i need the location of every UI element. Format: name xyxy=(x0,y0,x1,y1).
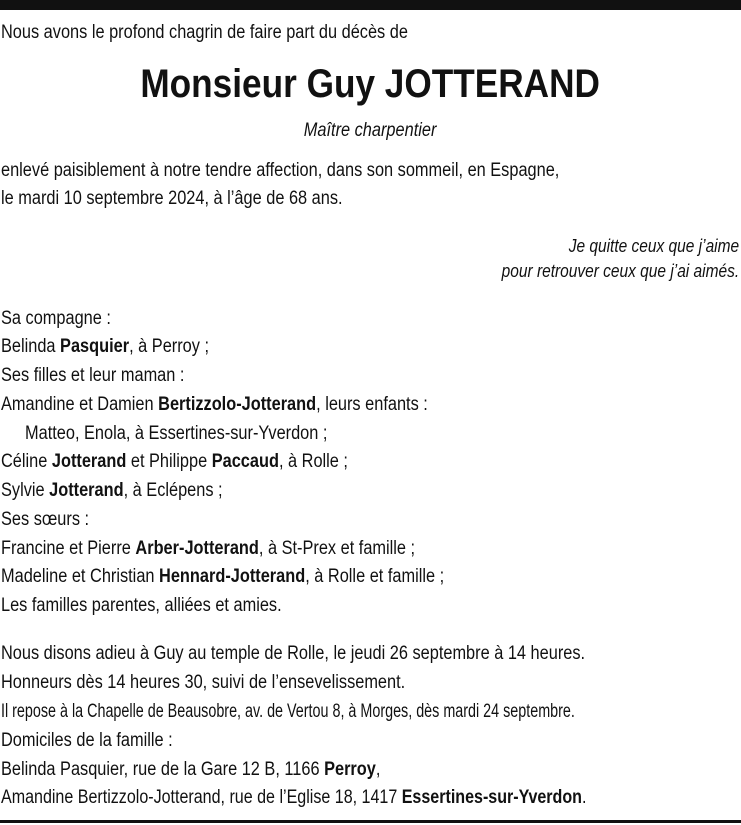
sister1-rest: , à St-Prex et famille ; xyxy=(258,538,416,559)
daughter1-last: Bertizzolo-Jotterand xyxy=(158,394,317,415)
sister1-line xyxy=(1,537,415,561)
quote-line-2: pour retrouver ceux que j’ai aimés. xyxy=(501,261,739,281)
deceased-name-text: Monsieur Guy JOTTERAND xyxy=(140,62,601,106)
death-line-2: le mardi 10 septembre 2024, à l’âge de 68 ans. xyxy=(1,188,343,209)
sister2-rest: , à Rolle et famille ; xyxy=(305,566,445,587)
daughter2-last: Jotterand xyxy=(51,451,127,472)
companion-line xyxy=(1,335,209,359)
companion-first: Belinda xyxy=(1,336,61,357)
ceremony-line-3: Il repose à la Chapelle de Beausobre, av. de Vertou 8, à Morges, dès mardi 24 septembre. xyxy=(1,701,575,722)
daughter1-line xyxy=(1,393,428,417)
sister2-first: Madeline et Christian xyxy=(1,566,160,587)
daughter1-first: Amandine et Damien xyxy=(1,394,159,415)
ceremony-line-2: Honneurs dès 14 heures 30, suivi de l’ensevelissement. xyxy=(1,672,406,693)
daughter3-last: Jotterand xyxy=(49,480,124,501)
daughter3-first: Sylvie xyxy=(1,480,50,501)
daughter2-last2: Paccaud xyxy=(211,451,279,472)
sister1-last: Arber-Jotterand xyxy=(135,538,259,559)
intro-line: Nous avons le profond chagrin de faire part du décès de xyxy=(1,22,408,43)
address-line-1 xyxy=(1,758,380,782)
daughter3-line xyxy=(1,479,223,503)
address2-locality: Essertines-sur-Yverdon xyxy=(401,787,582,808)
address1-end: , xyxy=(375,759,381,780)
sister1-first: Francine et Pierre xyxy=(1,538,136,559)
daughter3-rest: , à Eclépens ; xyxy=(123,480,223,501)
deceased-name xyxy=(0,58,741,110)
domiciles-heading: Domiciles de la famille : xyxy=(1,730,173,751)
sister2-line xyxy=(1,565,444,589)
quote-line-1: Je quitte ceux que j’aime xyxy=(568,236,739,256)
profession xyxy=(0,119,741,143)
companion-heading: Sa compagne : xyxy=(1,308,111,329)
daughter2-line xyxy=(1,450,348,474)
companion-rest: , à Perroy ; xyxy=(129,336,209,357)
address1-text: Belinda Pasquier, rue de la Gare 12 B, 1166 xyxy=(1,759,325,780)
address2-text: Amandine Bertizzolo-Jotterand, rue de l’Eglise 18, 1417 xyxy=(1,787,402,808)
sister2-last: Hennard-Jotterand xyxy=(159,566,306,587)
companion-last: Pasquier xyxy=(60,336,130,357)
bottom-rule xyxy=(0,820,741,823)
address2-end: . xyxy=(581,787,587,808)
sisters-heading: Ses sœurs : xyxy=(1,509,90,530)
daughter2-rest: , à Rolle ; xyxy=(278,451,348,472)
ceremony-line-1: Nous disons adieu à Guy au temple de Rolle, le jeudi 26 septembre à 14 heures. xyxy=(1,643,586,664)
death-line-1: enlevé paisiblement à notre tendre affection, dans son sommeil, en Espagne, xyxy=(1,160,560,181)
daughter2-middle: et Philippe xyxy=(126,451,212,472)
daughter1-rest: , leurs enfants : xyxy=(316,394,428,415)
grandchildren-line: Matteo, Enola, à Essertines-sur-Yverdon ; xyxy=(25,423,328,444)
address-line-2 xyxy=(1,786,586,810)
daughters-heading: Ses filles et leur maman : xyxy=(1,365,185,386)
profession-text: Maître charpentier xyxy=(304,120,437,141)
daughter2-first: Céline xyxy=(1,451,52,472)
address1-locality: Perroy xyxy=(324,759,376,780)
relatives-line: Les familles parentes, alliées et amies. xyxy=(1,595,282,616)
top-rule xyxy=(0,0,741,10)
